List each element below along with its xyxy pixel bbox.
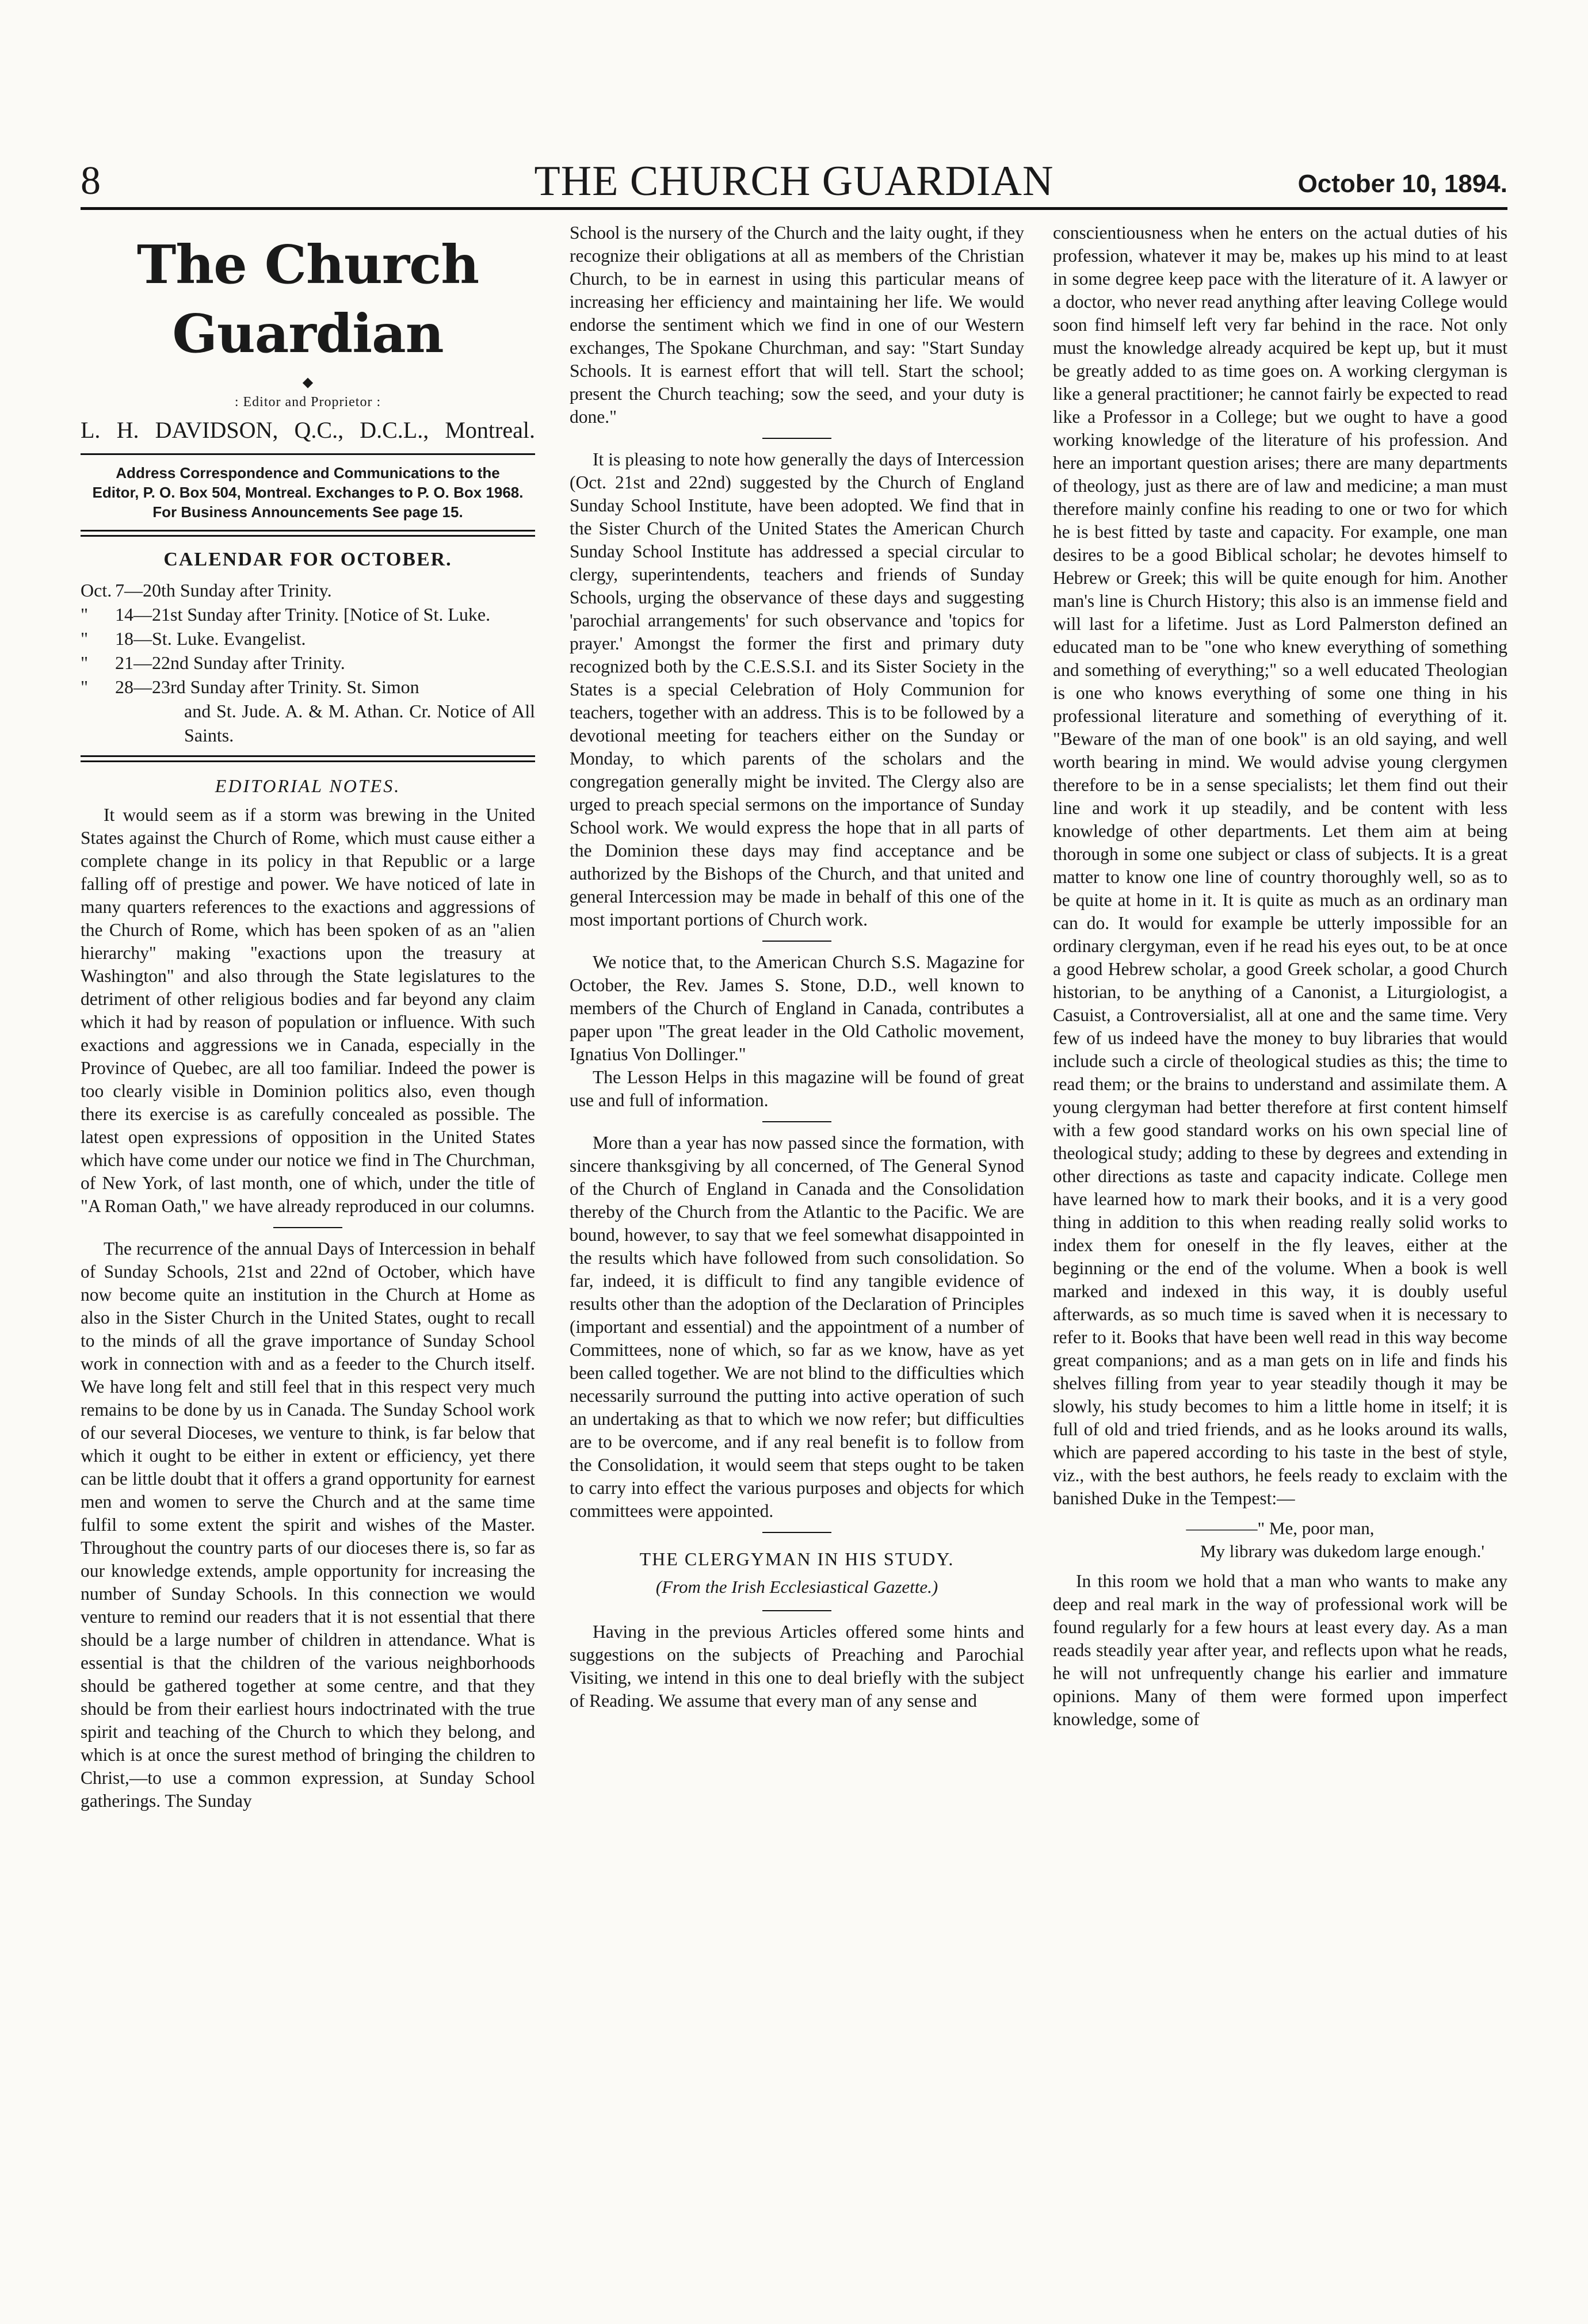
masthead-title: The Church Guardian — [136, 234, 479, 365]
editorial-paragraph: School is the nursery of the Church and the laity ought, if they recognize their obligations at all as members of the Christian Church, to be in earnest in using this particular means of increasing her efficiency and maintaining her life. We would endorse the sentiment which we find in one of our Western exchanges, The Spokane Churchman, and say: "Start Sunday Schools. It is earnest effort that will tell. Start the school; present the Church teaching; sow the seed, and your duty is done." — [570, 223, 1024, 427]
editorial-paragraph: The Lesson Helps in this magazine will be found of great use and full of information. — [570, 1067, 1024, 1110]
column-1 — [81, 221, 535, 2275]
calendar-entry-text: 28—23rd Sunday after Trinity. St. Simon — [115, 676, 419, 697]
calendar-entry — [81, 651, 535, 675]
double-divider — [81, 530, 535, 537]
calendar-title: CALENDAR FOR OCTOBER. — [163, 549, 452, 570]
column-3 — [1053, 221, 1507, 2275]
calendar-entry — [81, 675, 535, 699]
editorial-paragraph: It is pleasing to note how generally the days of Intercession (Oct. 21st and 22nd) suggested by the Church of England Sunday School Institute, have been adopted. We find that in the Sister Church of the United States the American Church Sunday School Institute has addressed a special circular to clergy, superintendents, teachers and friends of Sunday Schools, urging the observance of these days and suggesting 'parochial arrangements' for such observance and 'topics for prayer.' Amongst the former the first and primary duty recognized both by the C.E.S.S.I. and its Sister Society in the States is a special Celebration of Holy Communion for teachers, together with an address. This is to be followed by a devotional meeting for teachers either on the Sunday or Monday, to which parents of the scholars and the congregation generally might be invited. The Clergy also are urged to preach special sermons on the importance of Sunday School work. We would express the hope that in all parts of the Dominion these days may find acceptance and be authorized by the Bishops of the Church, and that united and general Intercession may be made in behalf of this one of the most important portions of Church work. — [570, 449, 1024, 930]
article-paragraph: conscientiousness when he enters on the actual duties of his profession, whatever it may be, makes up his mind to at least in some degree keep pace with the literature of it. A lawyer or a doctor, who never read anything after leaving College would soon find himself left very far behind in the race. Not only must the knowledge already acquired be kept up, but it must be greatly added to as time goes on. A working clergyman is like a general practitioner; he cannot fairly be expected to read like a Professor in a College; but we ought to have a good working knowledge of the literature of his profession. And here an important question arises; there are many departments of theology, just as there are of law and medicine; a man must therefore mainly confine his reading to one or two for which he is best fitted by taste and capacity. For example, one man desires to be a good Biblical scholar; he devotes himself to Hebrew or Greek; this will be quite enough for him. Another man's line is Church History; this also is an immense field and will last for a lifetime. Just as Lord Palmerston defined an educated man to be "one who knew everything of something and something of everything;" so a well educated Theologian is one who knows everything of some one thing in his professional literature and something of everything of it. "Beware of the man of one book" is an old saying, and well worth bearing in mind. We would advise young clergymen therefore to be in a sense specialists; let them find out their line and work it up steadily, and be content with less knowledge of other departments. Let them aim at being thorough in some one subject or class of subjects. It is a great matter to know one line of country thoroughly well, so as to be quite at home in it. It is quite as much as an ordinary man can do. It would for example be utterly impossible for an ordinary clergyman, even if he read his eyes out, to be at once a good Hebrew scholar, a good Greek scholar, a good Church historian, to be anything of a Canonist, a Liturgiologist, a Casuist, a Controversialist, all at one and the same time. Very few of us indeed have the money to buy libraries that would include such a circle of theological studies as this; the time to read them; or the brains to understand and assimilate them. A young clergyman had better therefore at first content himself with a few good standard works on his own special line of theological study; adding to these by degrees and extending in other directions as taste and capacity indicate. College men have learned how to mark their books, and it is a very good thing in addition to this when reading really solid works to index them for oneself in the fly leaves, either at the beginning or the end of the volume. When a book is well marked and indexed in this way, it is doubly useful afterwards, as so much time is saved when it is necessary to refer to it. Books that have been well read in this way become great companions; and as a man gets on in life and finds his shelves filling from year to year steadily though it may be slowly, his study becomes to him a little home in itself; it is full of old and tried friends, and as he looks around its walls, which are papered according to his taste in the best of style, viz., with the best authors, he feels ready to exclaim with the banished Duke in the Tempest:— — [1053, 223, 1507, 1508]
quote-line: My library was dukedom large enough.' — [1200, 1541, 1484, 1561]
editor-label: : Editor and Proprietor : — [234, 395, 381, 410]
double-divider — [81, 755, 535, 762]
editorial-paragraph: More than a year has now passed since the formation, with sincere thanksgiving by all concerned, of The General Synod of the Church of England in Canada and the Consolidation thereby of the Church from the Atlantic to the Pacific. We are bound, however, to say that we feel somewhat disappointed in the results which have followed from such consolidation. So far, indeed, it is difficult to find any tangible evidence of results other than the adoption of the Declaration of Principles (important and essential) and the appointment of a number of Committees, none of which, so far as we know, have as yet been called together. We are not blind to the difficulties which necessarily surround the putting into active operation of such an undertaking as that to which we now refer; but difficulties are to be overcome, and if any real benefit is to follow from the Consolidation, it would seem that steps ought to be taken to carry into effect the various purposes and objects for which committees were appointed. — [570, 1133, 1024, 1521]
calendar-entry-continuation: and St. Jude. A. & M. Athan. Cr. Notice of All Saints. — [184, 701, 535, 746]
calendar-entry-text: 7—20th Sunday after Trinity. — [115, 580, 332, 601]
column-2 — [570, 221, 1024, 2275]
editorial-paragraph: It would seem as if a storm was brewing in the United States against the Church of Rome, which must cause either a complete change in its policy in that Republic or a large falling off of prestige and power. We have noticed of late in many quarters references to the exactions and aggressions of the Church of Rome, which has been spoken of as an "alien hierarchy" making "exactions upon the treasury at Washington" and also through the State legislatures to the detriment of other religious bodies and far beyond any claim which it had by reason of population or influence. With such exactions and aggressions we in Canada, especially in the Province of Quebec, are all too familiar. Indeed the power is too clearly visible in Dominion politics also, even though there its exercise is as carefully concealed as possible. The latest open expressions of opposition in the United States which have come under our notice we find in The Churchman, of New York, of last month, one of which, under the title of "A Roman Oath," we have already reproduced in our columns. — [81, 805, 535, 1216]
calendar-entry-lead: Oct. — [81, 580, 112, 601]
newspaper-title: THE CHURCH GUARDIAN — [534, 158, 1054, 205]
short-divider — [762, 941, 831, 942]
short-divider — [762, 1610, 831, 1611]
masthead-ornament — [81, 373, 535, 412]
calendar-entry — [81, 578, 535, 602]
short-divider — [762, 438, 831, 439]
calendar-entry — [81, 602, 535, 626]
calendar-entry-text: 14—21st Sunday after Trinity. [Notice of St. Luke. — [115, 604, 491, 625]
calendar-entry-lead: " — [81, 676, 89, 697]
calendar-entry-lead: " — [81, 604, 89, 625]
page-number: 8 — [81, 159, 101, 203]
issue-date: October 10, 1894. — [1297, 170, 1507, 198]
quote-line: ————" Me, poor man, — [1186, 1518, 1375, 1538]
article-paragraph: In this room we hold that a man who wants to make any deep and real mark in the way of professional work will be found regularly for a few hours at least every day. As a man reads steadily year after year, and reflects upon what he reads, he will not unfrequently change his earlier and immature opinions. Many of them were formed upon imperfect knowledge, some of — [1053, 1571, 1507, 1729]
short-divider — [273, 1227, 342, 1228]
short-divider — [762, 1121, 831, 1122]
calendar-entry-text: 21—22nd Sunday after Trinity. — [115, 652, 345, 673]
editor-name: L. H. DAVIDSON, Q.C., D.C.L., Montreal. — [81, 417, 535, 443]
calendar-entry-lead: " — [81, 628, 89, 649]
article-paragraph: Having in the previous Articles offered some hints and suggestions on the subjects of Preaching and Parochial Visiting, we intend in this one to deal briefly with the subject of Reading. We assume that every man of any sense and — [570, 1622, 1024, 1711]
calendar-list — [81, 578, 535, 747]
page-header — [81, 155, 1507, 210]
editorial-paragraph: The recurrence of the annual Days of Intercession in behalf of Sunday Schools, 21st and 22nd of October, which have now become quite an institution in the Church at Home as also in the Sister Church in the United States, ought to recall to the minds of all the grave importance of Sunday School work in connection with and as a feeder to the Church itself. We have long felt and still feel that in this respect very much remains to be done by us in Canada. The Sunday School work of our several Dioceses, we venture to think, is far below that which it ought to be either in extent or efficiency, yet there can be little doubt that it offers a grand opportunity for earnest men and women to serve the Church and at the same time fulfil to some extent the spirit and wishes of the Master. Throughout the country parts of our dioceses there is, so far as our knowledge extends, ample opportunity for increasing the number of Sunday Schools. In this connection we would venture to remind our readers that it is not essential that there should be a large number of children in attendance. What is essential is that the children of the various neighborhoods should be gathered together at some centre, and that they should be from their earliest hours indoctrinated with the true spirit and teaching of the Church to which they belong, and which is at once the surest method of bringing the children to Christ,—to use a common expression, at Sunday School gatherings. The Sunday — [81, 1239, 535, 1811]
editorial-title: EDITORIAL NOTES. — [215, 775, 401, 796]
calendar-entry-lead: " — [81, 652, 89, 673]
ornament-glyph: ◆ — [302, 375, 314, 390]
article-source: (From the Irish Ecclesiastical Gazette.) — [655, 1577, 938, 1597]
editorial-paragraph: We notice that, to the American Church S.S. Magazine for October, the Rev. James S. Stone, D.D., well known to members of the Church of England in Canada, contributes a paper upon "The great leader in the Old Catholic movement, Ignatius Von Dollinger." — [570, 952, 1024, 1064]
article-title: THE CLERGYMAN IN HIS STUDY. — [639, 1549, 955, 1569]
address-notice: Address Correspondence and Communications to the Editor, P. O. Box 504, Montreal. Exchanges to P. O. Box 1968. For Business Announcements See page 15. — [92, 464, 524, 521]
calendar-entry — [81, 626, 535, 651]
divider — [81, 453, 535, 455]
short-divider — [762, 1532, 831, 1533]
calendar-entry-text: 18—St. Luke. Evangelist. — [115, 628, 306, 649]
